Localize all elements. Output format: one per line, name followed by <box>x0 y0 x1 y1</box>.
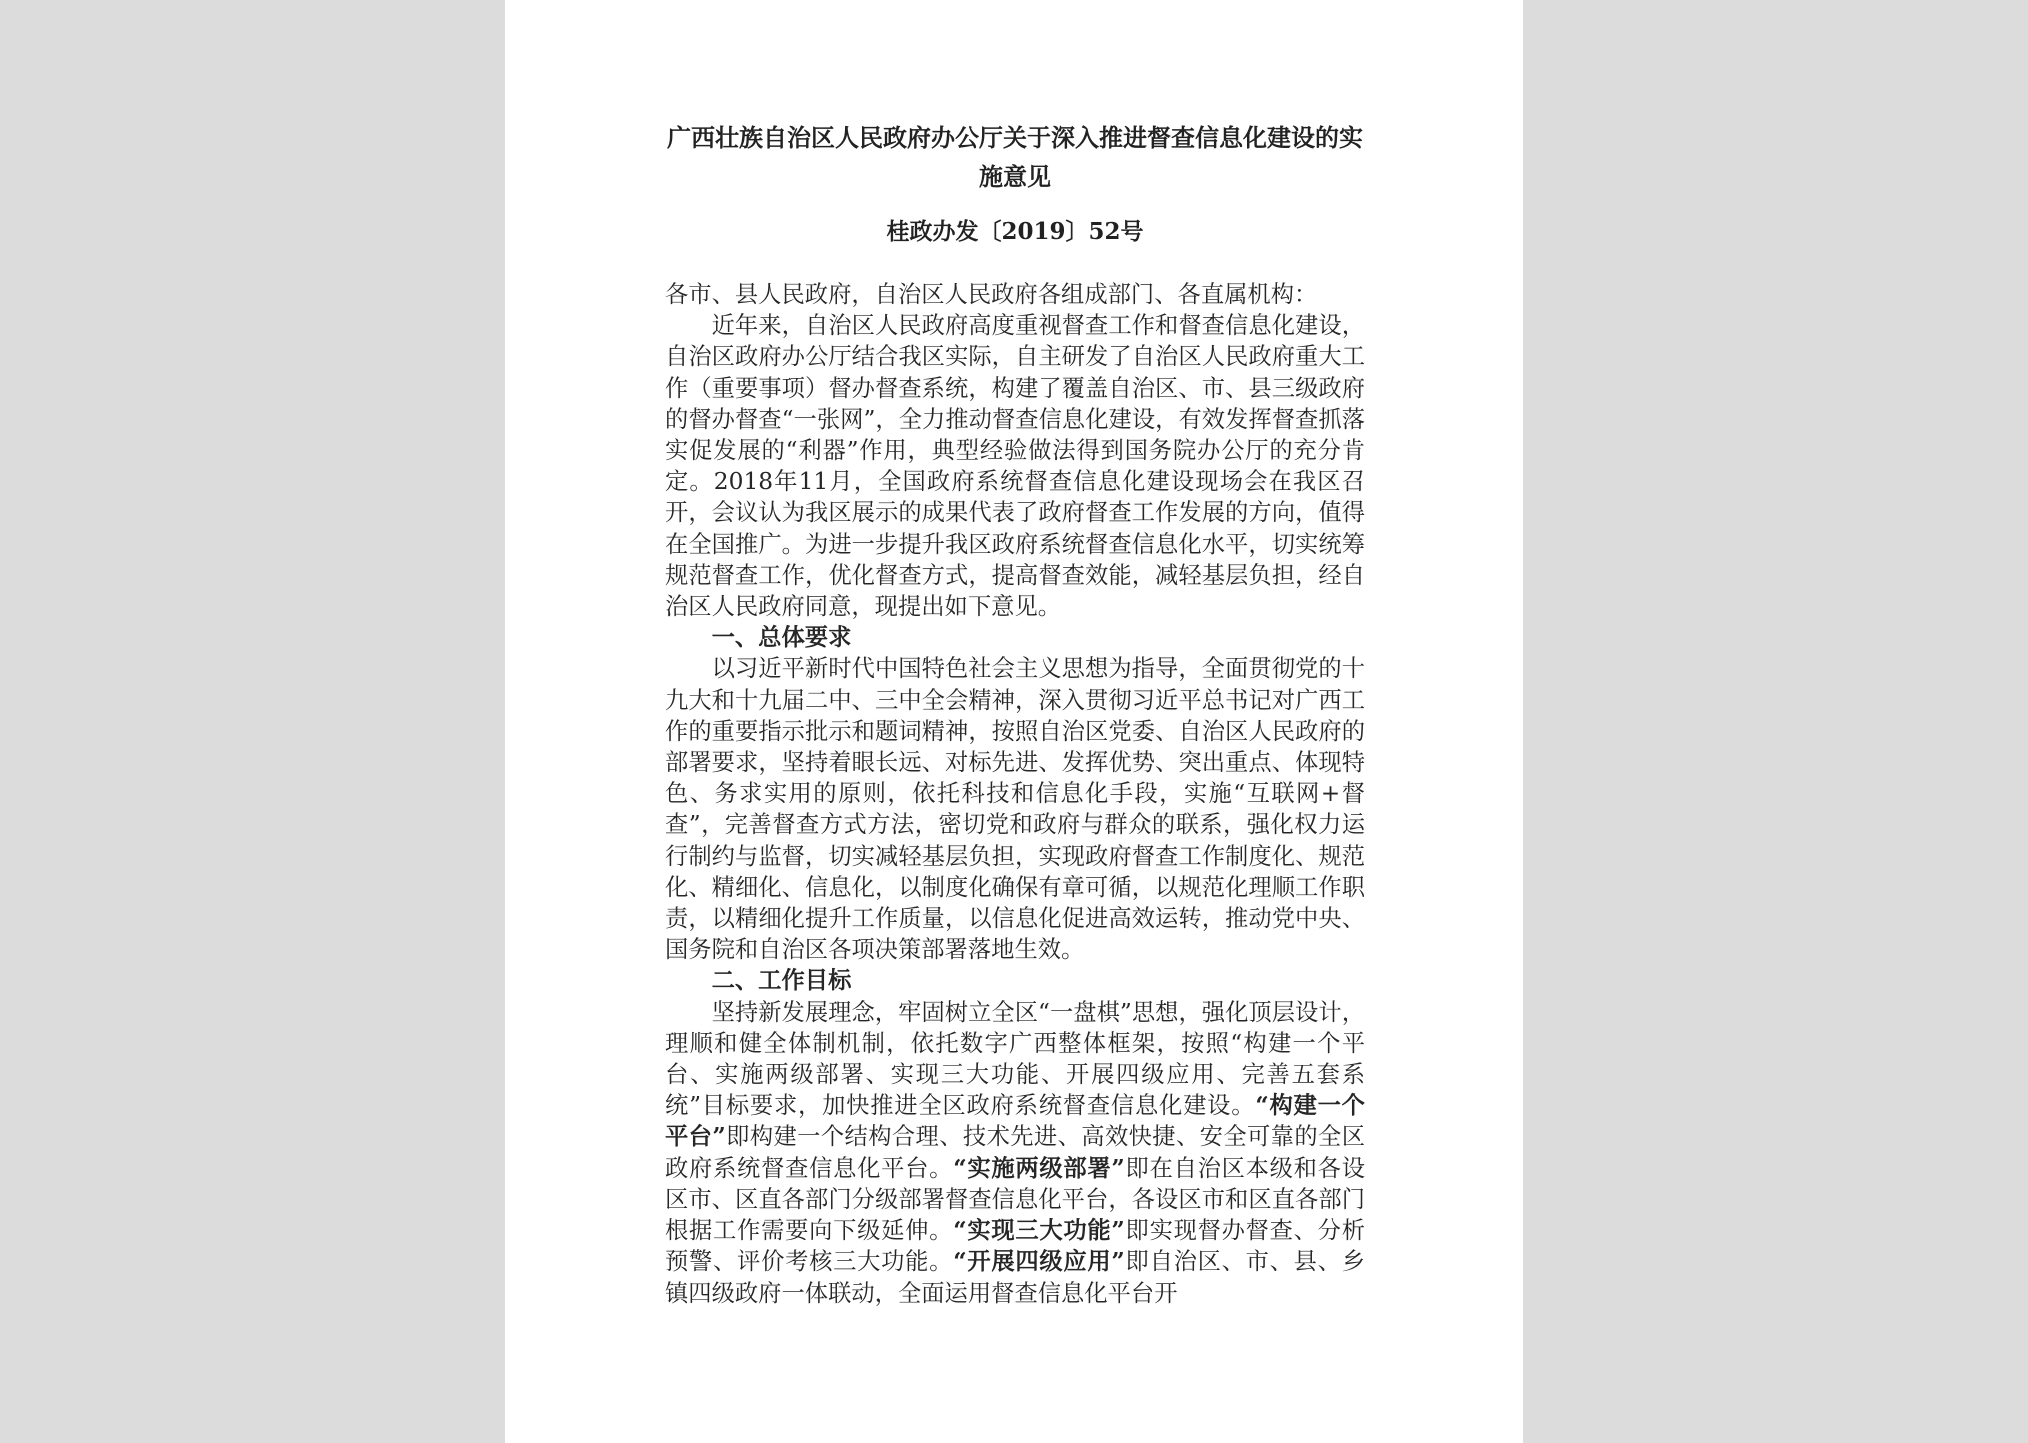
goal-highlight-functions: “实现三大功能” <box>953 1217 1125 1245</box>
goal-highlight-platform: “构建一个平台” <box>665 1092 1365 1151</box>
goal-highlight-deployment: “实施两级部署” <box>953 1154 1125 1182</box>
section-heading-overall-requirements: 一、总体要求 <box>711 624 852 652</box>
document-body <box>665 279 1365 1309</box>
section-paragraph-work-goals <box>665 997 1365 1309</box>
section-paragraph-overall-requirements: 以习近平新时代中国特色社会主义思想为指导，全面贯彻党的十九大和十九届二中、三中全会精神，深入贯彻习近平总书记对广西工作的重要指示批示和题词精神，按照自治区党委、自治区人民政府的部署要求，坚持着眼长远、对标先进、发挥优势、突出重点、体现特色、务求实用的原则，依托科技和信息化手段，实施“互联网+督查”，完善督查方式方法，密切党和政府与群众的联系，强化权力运行制约与监督，切实减轻基层负担，实现政府督查工作制度化、规范化、精细化、信息化，以制度化确保有章可循，以规范化理顺工作职责，以精细化提升工作质量，以信息化促进高效运转，推动党中央、国务院和自治区各项决策部署落地生效。 <box>665 655 1365 964</box>
goals-text: 即构建一个结构合理、技术先进、高效快捷、安全可靠的全区政府系统督查信息化平台。 <box>665 1123 1366 1182</box>
section-heading-work-goals: 二、工作目标 <box>711 967 852 995</box>
document-page <box>505 0 1523 1443</box>
document-number: 桂政办发〔2019〕52号 <box>886 218 1144 245</box>
intro-paragraph: 近年来，自治区人民政府高度重视督查工作和督查信息化建设，自治区政府办公厅结合我区实际，自主研发了自治区人民政府重大工作（重要事项）督办督查系统，构建了覆盖自治区、市、县三级政府的督办督查“一张网”，全力推动督查信息化建设，有效发挥督查抓落实促发展的“利器”作用，典型经验做法得到国务院办公厅的充分肯定。2018年11月，全国政府系统督查信息化建设现场会在我区召开，会议认为我区展示的成果代表了政府督查工作发展的方向，值得在全国推广。为进一步提升我区政府系统督查信息化水平，切实统筹规范督查工作，优化督查方式，提高督查效能，减轻基层负担，经自治区人民政府同意，现提出如下意见。 <box>665 312 1365 621</box>
goal-highlight-applications: “开展四级应用” <box>953 1248 1125 1276</box>
goals-text: 坚持新发展理念，牢固树立全区“一盘棋”思想，强化顶层设计，理顺和健全体制机制，依托数字广西整体框架，按照“构建一个平台、实施两级部署、实现三大功能、开展四级应用、完善五套系统”目标要求，加快推进全区政府系统督查信息化建设。 <box>665 998 1365 1120</box>
goals-text: 即实现督办督查、分析预警、评价考核三大功能。 <box>665 1217 1365 1276</box>
document-title: 广西壮族自治区人民政府办公厅关于深入推进督查信息化建设的实施意见 <box>667 123 1363 191</box>
goals-text: 即自治区、市、县、乡镇四级政府一体联动，全面运用督查信息化平台开 <box>665 1248 1365 1307</box>
goals-text: 即在自治区本级和各设区市、区直各部门分级部署督查信息化平台，各设区市和区直各部门根据工作需要向下级延伸。 <box>665 1154 1365 1245</box>
salutation: 各市、县人民政府，自治区人民政府各组成部门、各直属机构： <box>665 281 1318 308</box>
